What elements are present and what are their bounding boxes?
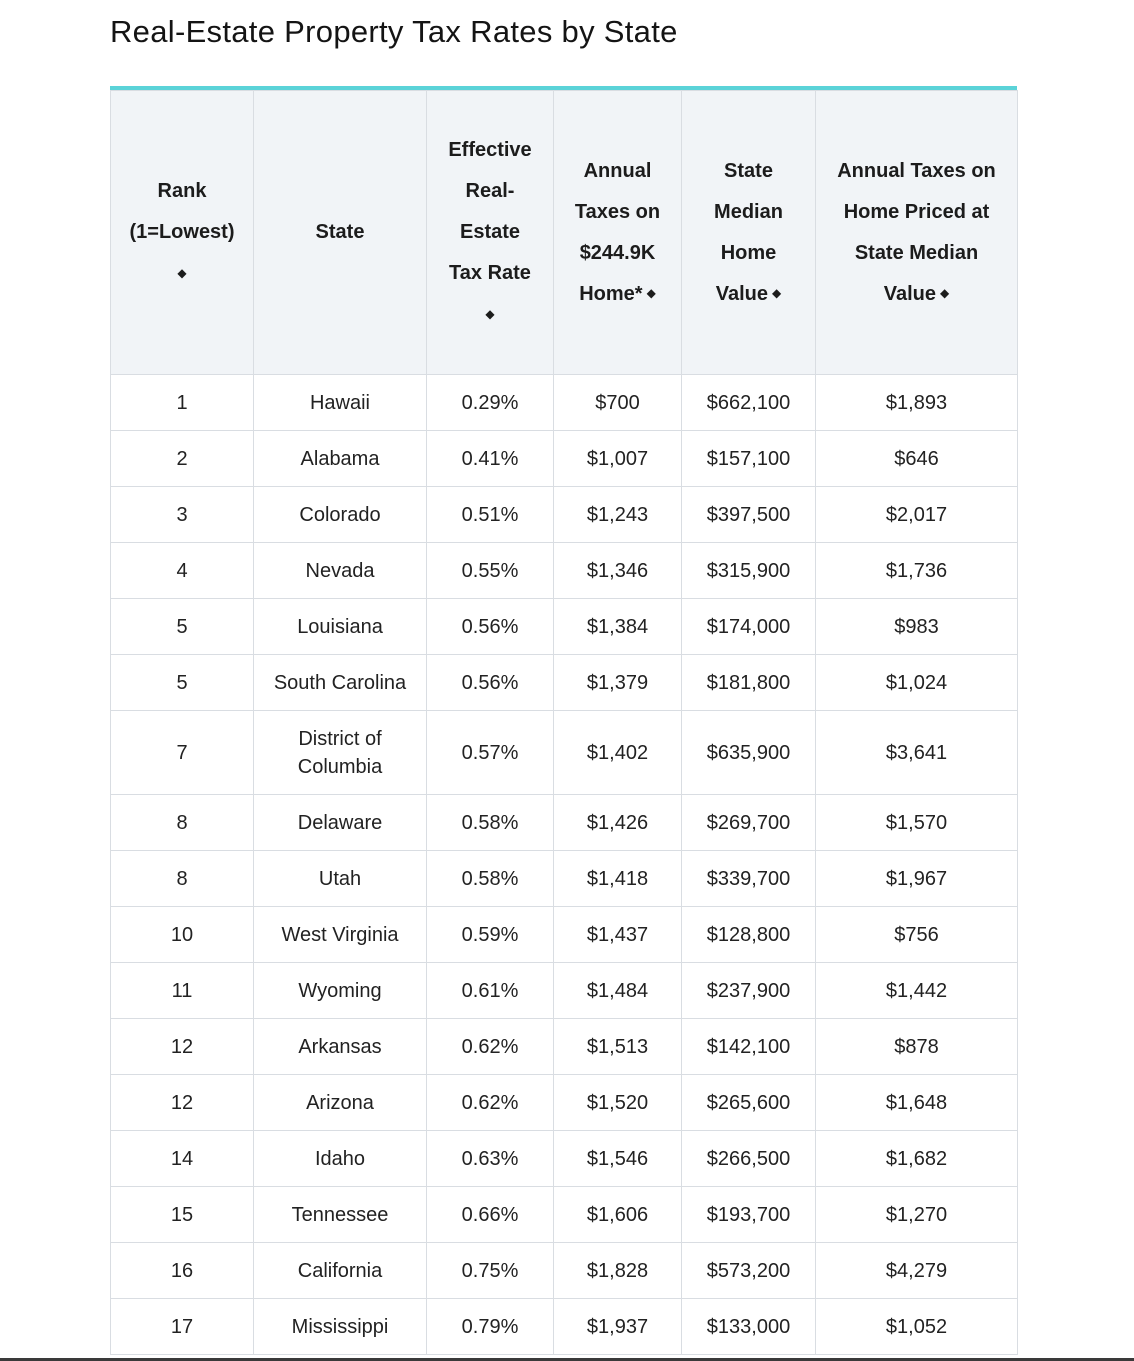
cell-median-home-value: $265,600 xyxy=(682,1075,816,1131)
cell-median-home-value: $181,800 xyxy=(682,655,816,711)
cell-tax-rate: 0.62% xyxy=(427,1075,554,1131)
column-header-state xyxy=(254,91,427,375)
sort-icon[interactable]: ◆ xyxy=(772,286,782,301)
table-row xyxy=(111,375,1018,431)
cell-annual-taxes-median: $1,570 xyxy=(816,795,1018,851)
cell-state: West Virginia xyxy=(254,907,427,963)
cell-tax-rate: 0.57% xyxy=(427,711,554,795)
cell-annual-taxes-fixed: $1,937 xyxy=(554,1299,682,1355)
cell-annual-taxes-median: $4,279 xyxy=(816,1243,1018,1299)
cell-state: California xyxy=(254,1243,427,1299)
table-row xyxy=(111,711,1018,795)
cell-annual-taxes-fixed: $1,384 xyxy=(554,599,682,655)
cell-annual-taxes-median: $756 xyxy=(816,907,1018,963)
cell-state: Louisiana xyxy=(254,599,427,655)
table-row xyxy=(111,431,1018,487)
cell-state: Colorado xyxy=(254,487,427,543)
cell-annual-taxes-median: $1,736 xyxy=(816,543,1018,599)
cell-annual-taxes-median: $1,052 xyxy=(816,1299,1018,1355)
cell-rank: 2 xyxy=(111,431,254,487)
cell-state: Idaho xyxy=(254,1131,427,1187)
cell-annual-taxes-median: $1,024 xyxy=(816,655,1018,711)
column-header-annual-taxes-median[interactable] xyxy=(816,91,1018,375)
tax-rates-table xyxy=(110,90,1018,1355)
cell-annual-taxes-median: $646 xyxy=(816,431,1018,487)
table-row xyxy=(111,1019,1018,1075)
column-header-median-home-value[interactable] xyxy=(682,91,816,375)
cell-state: Nevada xyxy=(254,543,427,599)
cell-rank: 12 xyxy=(111,1019,254,1075)
table-row xyxy=(111,1187,1018,1243)
cell-annual-taxes-fixed: $1,346 xyxy=(554,543,682,599)
cell-tax-rate: 0.58% xyxy=(427,795,554,851)
table-row xyxy=(111,1243,1018,1299)
cell-state: Arizona xyxy=(254,1075,427,1131)
cell-tax-rate: 0.56% xyxy=(427,599,554,655)
column-header-state-label: State xyxy=(315,221,365,243)
cell-rank: 5 xyxy=(111,655,254,711)
cell-annual-taxes-median: $983 xyxy=(816,599,1018,655)
cell-tax-rate: 0.79% xyxy=(427,1299,554,1355)
column-header-tax-rate[interactable] xyxy=(427,91,554,375)
cell-state: Arkansas xyxy=(254,1019,427,1075)
cell-median-home-value: $142,100 xyxy=(682,1019,816,1075)
cell-annual-taxes-median: $3,641 xyxy=(816,711,1018,795)
cell-median-home-value: $573,200 xyxy=(682,1243,816,1299)
cell-rank: 16 xyxy=(111,1243,254,1299)
cell-tax-rate: 0.56% xyxy=(427,655,554,711)
cell-state: Wyoming xyxy=(254,963,427,1019)
cell-rank: 11 xyxy=(111,963,254,1019)
cell-tax-rate: 0.62% xyxy=(427,1019,554,1075)
cell-annual-taxes-median: $1,270 xyxy=(816,1187,1018,1243)
cell-tax-rate: 0.66% xyxy=(427,1187,554,1243)
cell-median-home-value: $339,700 xyxy=(682,851,816,907)
cell-annual-taxes-fixed: $1,418 xyxy=(554,851,682,907)
sort-icon[interactable]: ◆ xyxy=(177,265,187,280)
cell-rank: 7 xyxy=(111,711,254,795)
cell-tax-rate: 0.59% xyxy=(427,907,554,963)
cell-rank: 8 xyxy=(111,851,254,907)
cell-annual-taxes-fixed: $1,828 xyxy=(554,1243,682,1299)
table-header xyxy=(111,91,1018,375)
cell-annual-taxes-median: $878 xyxy=(816,1019,1018,1075)
table-row xyxy=(111,1299,1018,1355)
cell-rank: 15 xyxy=(111,1187,254,1243)
column-header-annual-taxes-fixed-label: Annual Taxes on $244.9K Home* xyxy=(574,159,661,305)
cell-annual-taxes-fixed: $1,437 xyxy=(554,907,682,963)
cell-annual-taxes-fixed: $1,426 xyxy=(554,795,682,851)
table-row xyxy=(111,599,1018,655)
cell-annual-taxes-median: $1,893 xyxy=(816,375,1018,431)
cell-tax-rate: 0.55% xyxy=(427,543,554,599)
column-header-median-home-value-label: State Median Home Value xyxy=(714,159,783,305)
cell-median-home-value: $635,900 xyxy=(682,711,816,795)
cell-rank: 3 xyxy=(111,487,254,543)
table-row xyxy=(111,851,1018,907)
cell-state xyxy=(254,711,427,795)
cell-median-home-value: $269,700 xyxy=(682,795,816,851)
cell-annual-taxes-fixed: $1,484 xyxy=(554,963,682,1019)
page-title: Real-Estate Property Tax Rates by State xyxy=(110,14,678,49)
cell-rank: 4 xyxy=(111,543,254,599)
cell-median-home-value: $662,100 xyxy=(682,375,816,431)
cell-rank: 17 xyxy=(111,1299,254,1355)
cell-median-home-value: $133,000 xyxy=(682,1299,816,1355)
column-header-tax-rate-label: Effective Real-Estate Tax Rate xyxy=(448,139,532,284)
cell-tax-rate: 0.75% xyxy=(427,1243,554,1299)
cell-median-home-value: $266,500 xyxy=(682,1131,816,1187)
table-row xyxy=(111,487,1018,543)
sort-icon[interactable]: ◆ xyxy=(485,306,495,321)
cell-rank: 10 xyxy=(111,907,254,963)
cell-tax-rate: 0.29% xyxy=(427,375,554,431)
table-row xyxy=(111,963,1018,1019)
cell-state: Hawaii xyxy=(254,375,427,431)
cell-annual-taxes-fixed: $700 xyxy=(554,375,682,431)
cell-tax-rate: 0.41% xyxy=(427,431,554,487)
cell-tax-rate: 0.61% xyxy=(427,963,554,1019)
table-row xyxy=(111,1131,1018,1187)
cell-median-home-value: $174,000 xyxy=(682,599,816,655)
column-header-rank-label: Rank (1=Lowest) xyxy=(129,180,235,243)
cell-annual-taxes-fixed: $1,606 xyxy=(554,1187,682,1243)
cell-annual-taxes-fixed: $1,513 xyxy=(554,1019,682,1075)
table-row xyxy=(111,795,1018,851)
cell-annual-taxes-median: $2,017 xyxy=(816,487,1018,543)
cell-annual-taxes-fixed: $1,402 xyxy=(554,711,682,795)
column-header-annual-taxes-fixed[interactable] xyxy=(554,91,682,375)
cell-annual-taxes-fixed: $1,546 xyxy=(554,1131,682,1187)
cell-state: Alabama xyxy=(254,431,427,487)
cell-state-text: District of Columbia xyxy=(297,727,383,778)
column-header-rank[interactable] xyxy=(111,91,254,375)
cell-tax-rate: 0.58% xyxy=(427,851,554,907)
cell-annual-taxes-median: $1,442 xyxy=(816,963,1018,1019)
table-body xyxy=(111,375,1018,1355)
cell-annual-taxes-fixed: $1,520 xyxy=(554,1075,682,1131)
table-row xyxy=(111,1075,1018,1131)
cell-median-home-value: $128,800 xyxy=(682,907,816,963)
cell-tax-rate: 0.63% xyxy=(427,1131,554,1187)
cell-median-home-value: $397,500 xyxy=(682,487,816,543)
cell-rank: 5 xyxy=(111,599,254,655)
cell-state: Mississippi xyxy=(254,1299,427,1355)
cell-state: Utah xyxy=(254,851,427,907)
cell-median-home-value: $315,900 xyxy=(682,543,816,599)
cell-median-home-value: $193,700 xyxy=(682,1187,816,1243)
cell-rank: 14 xyxy=(111,1131,254,1187)
cell-annual-taxes-fixed: $1,007 xyxy=(554,431,682,487)
cell-rank: 12 xyxy=(111,1075,254,1131)
cell-median-home-value: $237,900 xyxy=(682,963,816,1019)
cell-annual-taxes-fixed: $1,243 xyxy=(554,487,682,543)
cell-state: Delaware xyxy=(254,795,427,851)
tax-rates-table-container xyxy=(110,86,1017,1355)
header-row xyxy=(111,91,1018,375)
sort-icon[interactable]: ◆ xyxy=(940,286,950,301)
table-row xyxy=(111,655,1018,711)
cell-annual-taxes-median: $1,967 xyxy=(816,851,1018,907)
cell-rank: 1 xyxy=(111,375,254,431)
cell-annual-taxes-median: $1,682 xyxy=(816,1131,1018,1187)
cell-tax-rate: 0.51% xyxy=(427,487,554,543)
cell-annual-taxes-median: $1,648 xyxy=(816,1075,1018,1131)
table-row xyxy=(111,907,1018,963)
sort-icon[interactable]: ◆ xyxy=(646,286,656,301)
cell-annual-taxes-fixed: $1,379 xyxy=(554,655,682,711)
cell-median-home-value: $157,100 xyxy=(682,431,816,487)
table-row xyxy=(111,543,1018,599)
cell-state: Tennessee xyxy=(254,1187,427,1243)
cell-state: South Carolina xyxy=(254,655,427,711)
column-header-annual-taxes-median-label: Annual Taxes on Home Priced at State Median Value xyxy=(837,159,996,305)
cell-rank: 8 xyxy=(111,795,254,851)
